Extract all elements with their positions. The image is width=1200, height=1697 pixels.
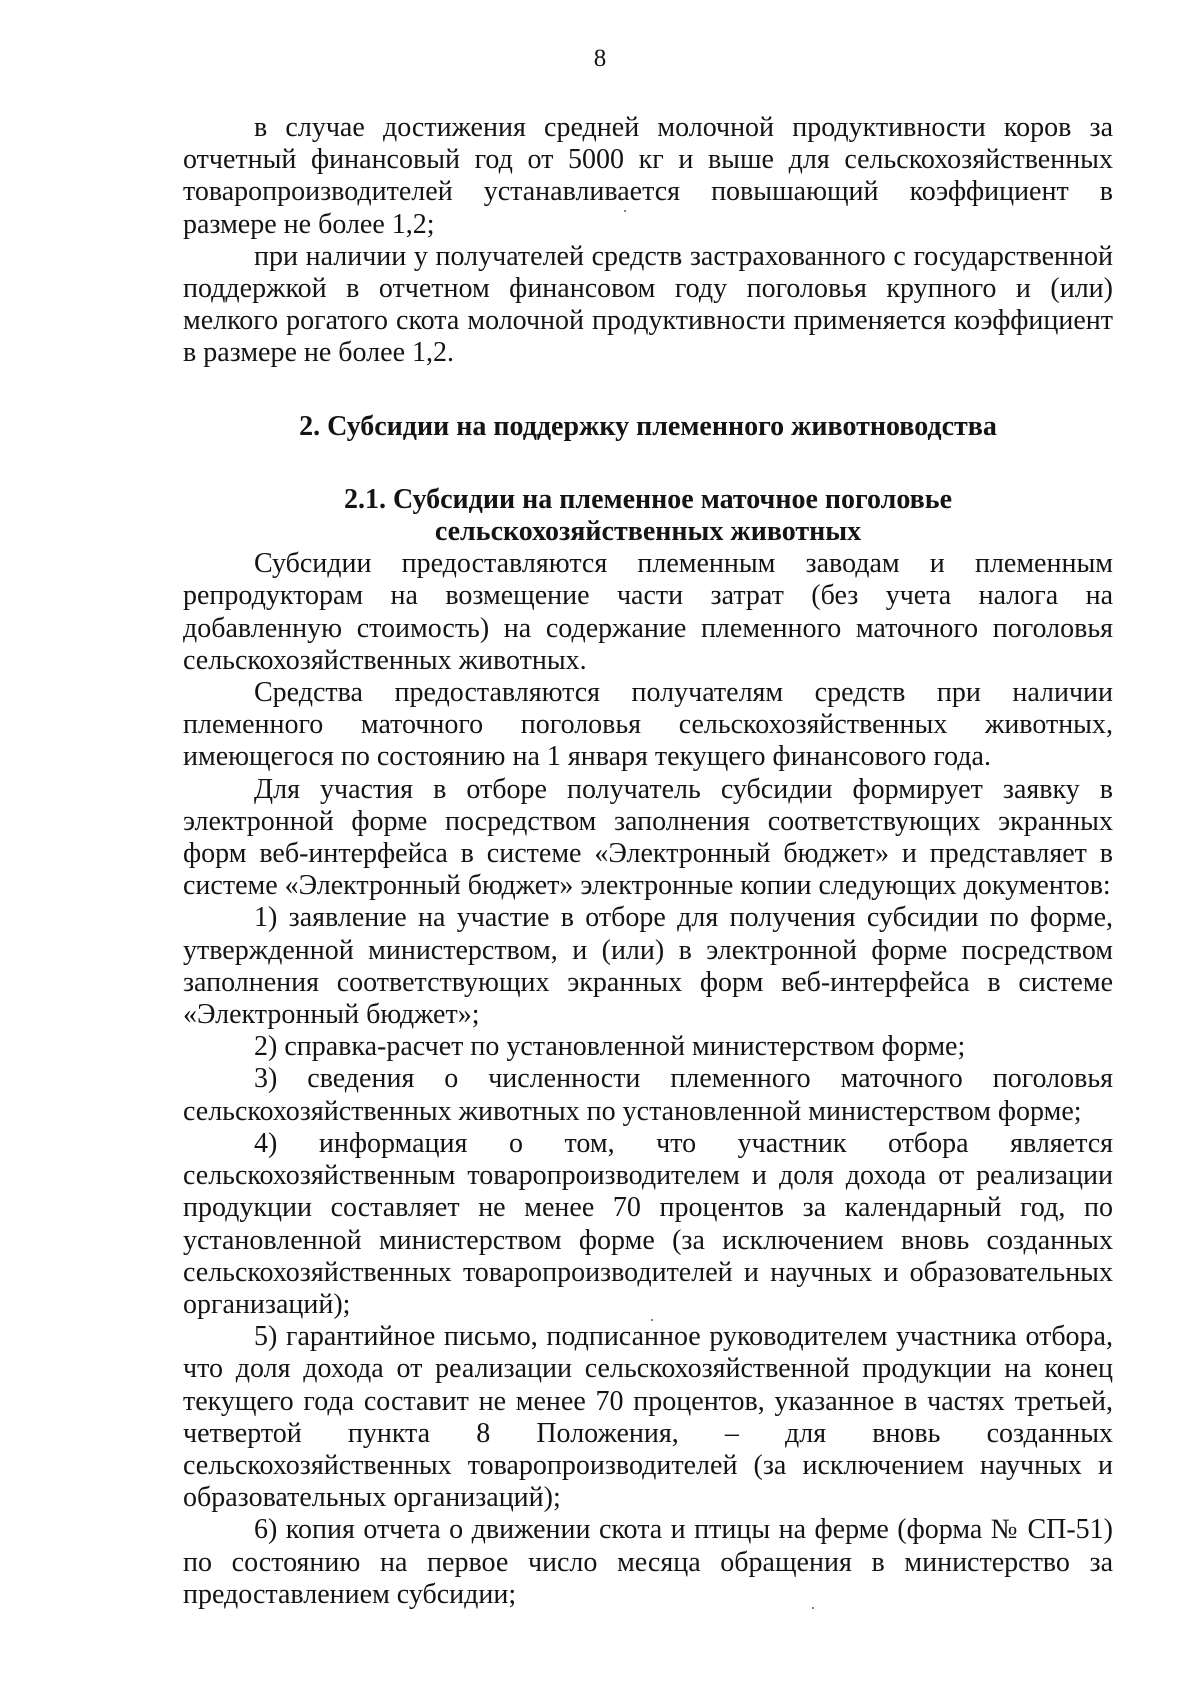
paragraph-milk-productivity-coefficient: в случае достижения средней молочной продуктивности коров за отчетный финансовый год от 5000 кг и выше для сельскохозяйственных товаропроизводителей устанавливается повышающий коэффициент в размере не более 1,2; [183,112,1113,240]
list-item-5: 5) гарантийное письмо, подписанное руководителем участника отбора, что доля дохода от реализации сельскохозяйственной продукции на конец текущего года составит не менее 70 процентов, указанное в частях третьей, четвертой пункта 8 Положения, – для вновь созданных сельскохозяйственных товаропроизводителей (за исключением научных и образовательных организаций); [183,1321,1113,1514]
paragraph-insurance-coefficient: при наличии у получателей средств застрахованного с государственной поддержкой в отчетном финансовом году поголовья крупного и (или) мелкого рогатого скота молочной продуктивности применяется коэффициент в размере не более 1,2. [183,240,1113,369]
scan-speck [651,1319,653,1321]
paragraph-subsidy-recipients: Субсидии предоставляются племенным заводам и племенным репродукторам на возмещение части затрат (без учета налога на добавленную стоимость) на содержание племенного маточного поголовья сельскохозяйственных животных. [183,548,1113,676]
subsection-heading-line-2: сельскохозяйственных животных [434,516,862,548]
list-item-3: 3) сведения о численности племенного маточного поголовья сельскохозяйственных животных по установленной министерством форме; [183,1063,1113,1127]
paragraph-funds-condition: Средства предоставляются получателям средств при наличии племенного маточного поголовья сельскохозяйственных животных, имеющегося по состоянию на 1 января текущего финансового года. [183,677,1113,773]
list-item-1: 1) заявление на участие в отборе для получения субсидии по форме, утвержденной министерством, и (или) в электронной форме посредством заполнения соответствующих экранных форм веб-интерфейса в системе «Электронный бюджет»; [183,902,1113,1031]
document-body [183,112,1113,1611]
list-item-4: 4) информация о том, что участник отбора является сельскохозяйственным товаропроизводителем и доля дохода от реализации продукции составляет не менее 70 процентов за календарный год, по установленной министерством форме (за исключением вновь созданных сельскохозяйственных товаропроизводителей и научных и образовательных организаций); [183,1127,1113,1320]
subsection-heading [183,484,1113,548]
list-item-2: 2) справка-расчет по установленной министерством форме; [254,1031,966,1063]
scan-speck [624,210,626,212]
page-number: 8 [593,45,607,72]
scan-speck [812,1607,814,1609]
list-item-6: 6) копия отчета о движении скота и птицы на ферме (форма № СП-51) по состоянию на первое число месяца обращения в министерство за предоставлением субсидии; [183,1514,1113,1610]
subsection-heading-line-1: 2.1. Субсидии на племенное маточное поголовье [343,483,953,515]
paragraph-application-procedure: Для участия в отборе получатель субсидии формирует заявку в электронной форме посредством заполнения соответствующих экранных форм веб-интерфейса в системе «Электронный бюджет» и представляет в системе «Электронный бюджет» электронные копии следующих документов: [183,773,1113,902]
section-heading: 2. Субсидии на поддержку племенного животноводства [299,410,997,442]
